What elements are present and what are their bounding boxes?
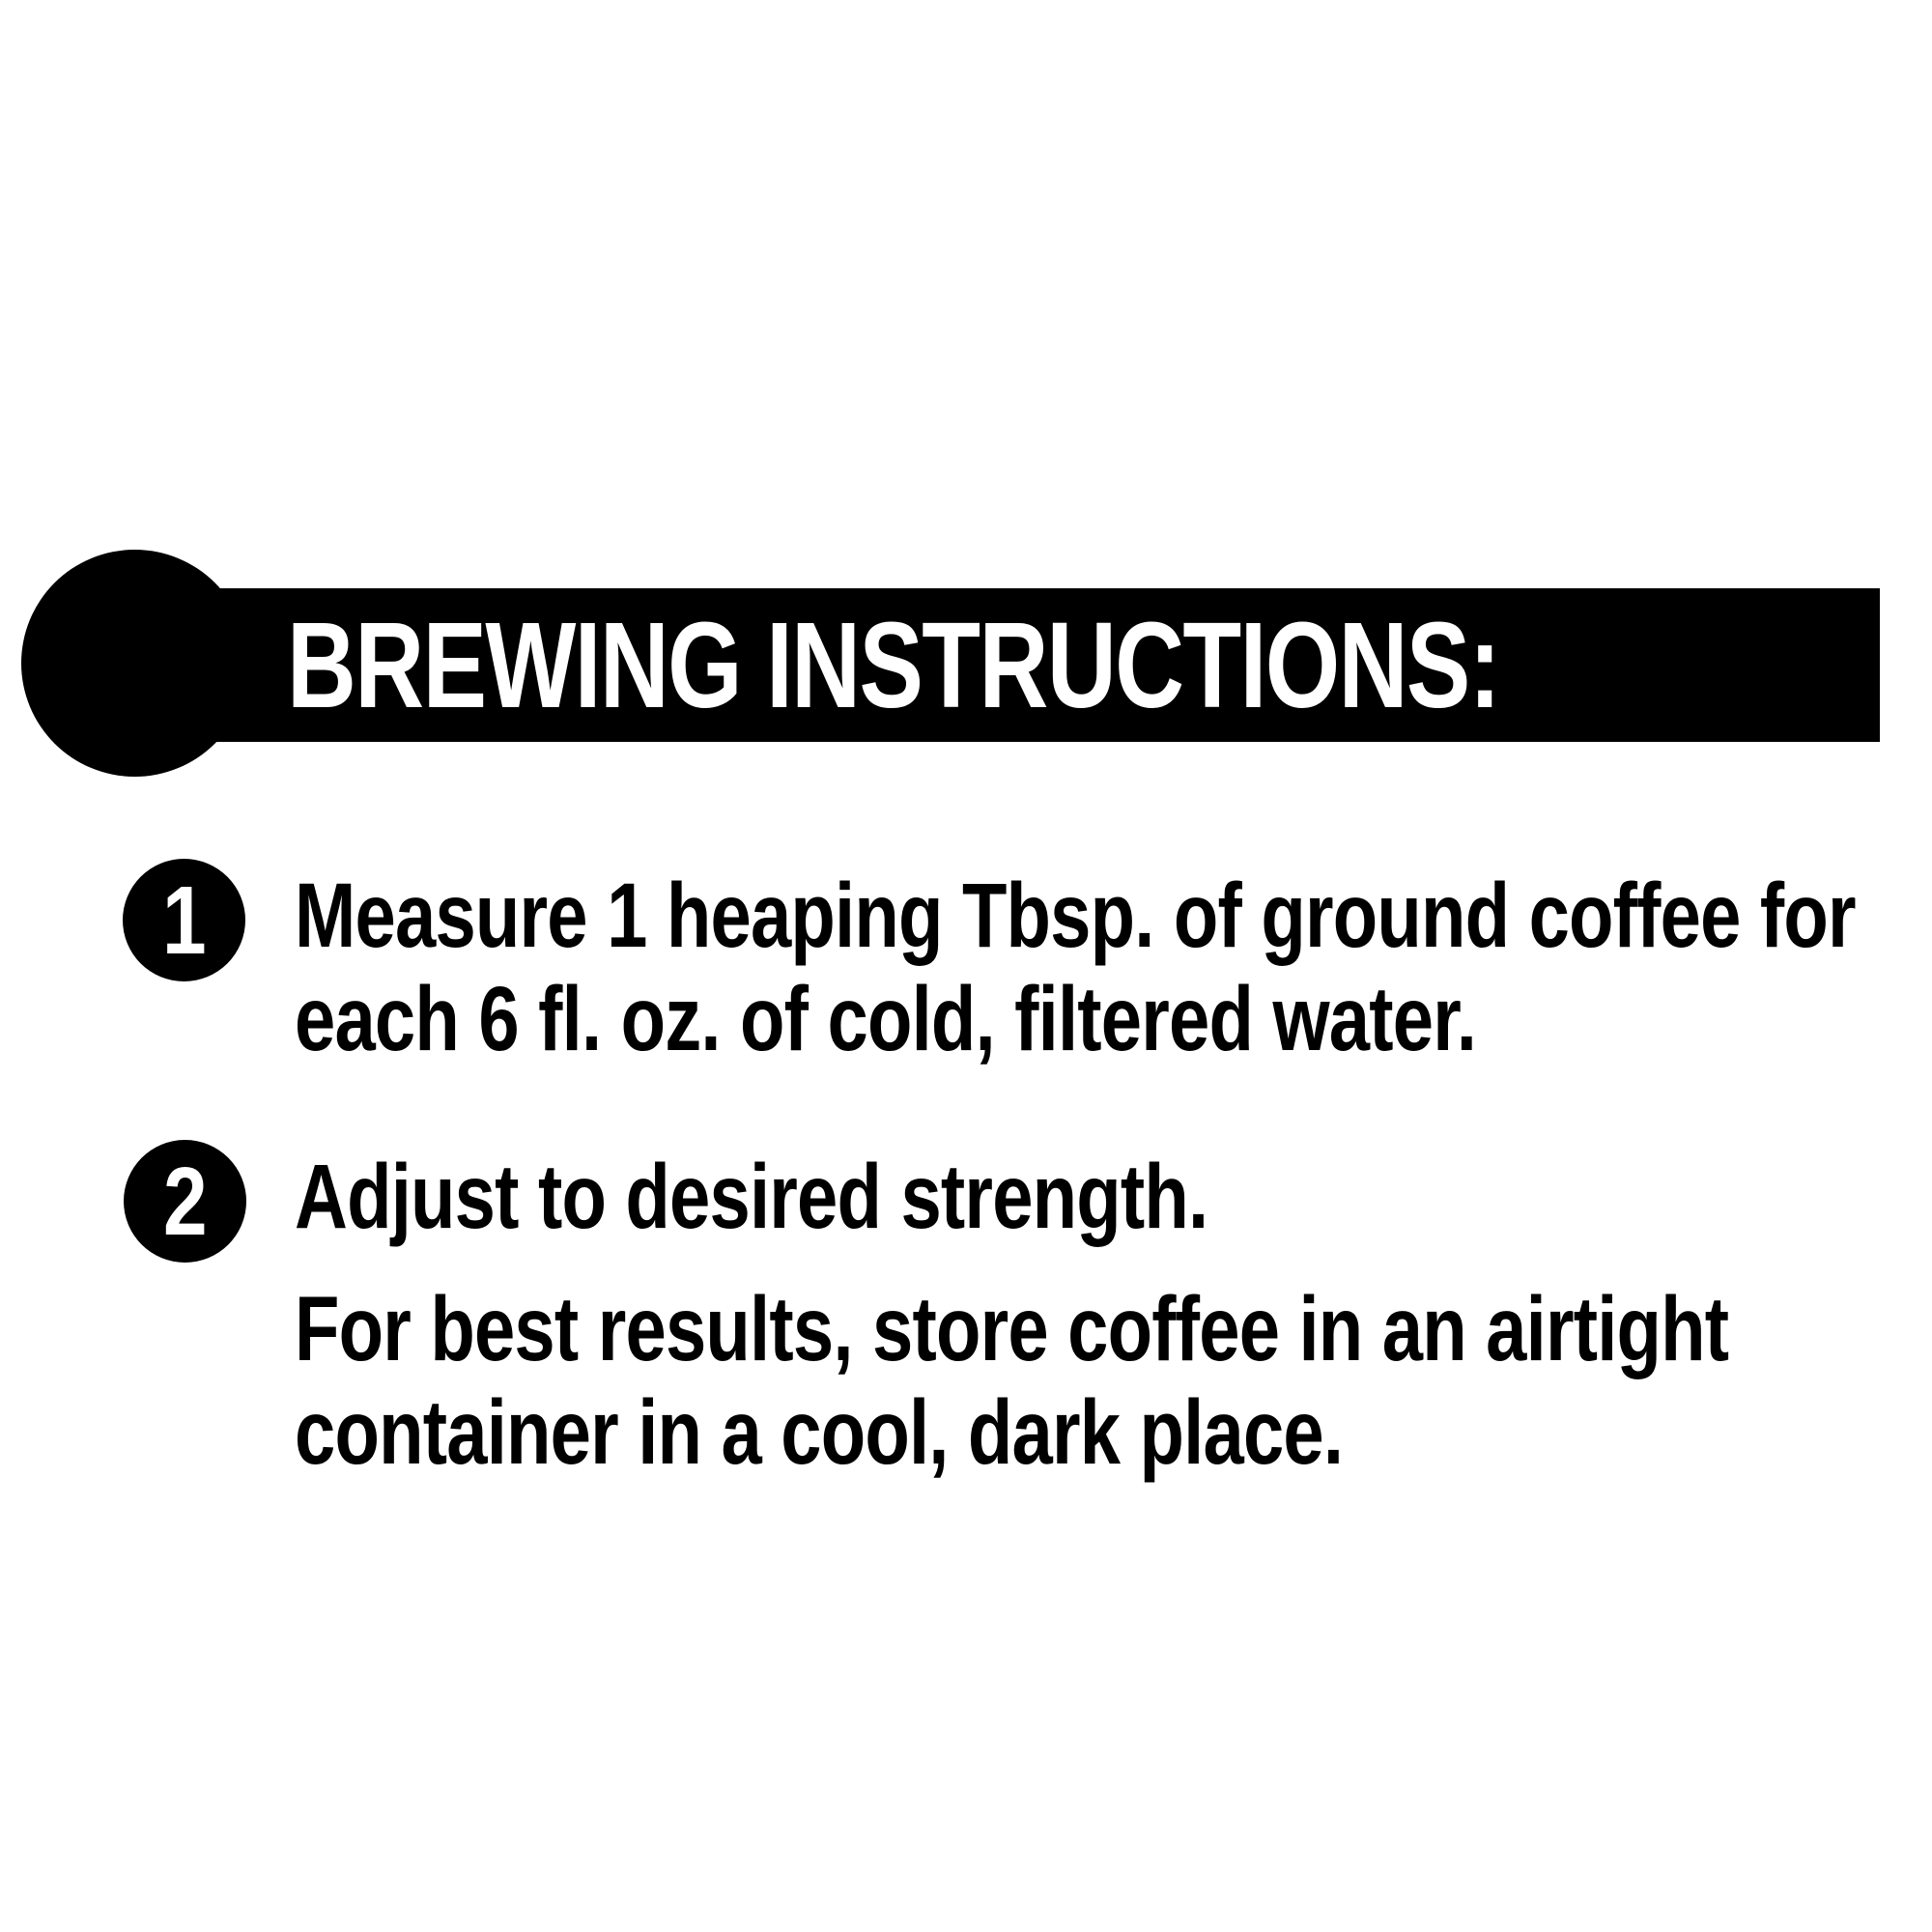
note-line-1: For best results, store coffee in an airtight <box>295 1278 1729 1380</box>
step-1-text <box>295 865 1856 1071</box>
step-1-line-1: Measure 1 heaping Tbsp. of ground coffee for <box>295 865 1856 967</box>
banner-icon-circle <box>21 550 248 777</box>
step-2-text <box>295 1146 1208 1249</box>
banner <box>287 588 1822 742</box>
step-2-line-1: Adjust to desired strength. <box>295 1146 1208 1248</box>
step-1-badge <box>123 859 245 981</box>
step-1-number: 1 <box>161 866 207 975</box>
storage-note <box>295 1278 1728 1485</box>
banner-title: BREWING INSTRUCTIONS: <box>287 597 1500 733</box>
step-2-number: 2 <box>162 1147 208 1256</box>
step-1-line-2: each 6 fl. oz. of cold, filtered water. <box>295 968 1477 1070</box>
step-2-badge <box>124 1140 246 1263</box>
note-line-2: container in a cool, dark place. <box>295 1381 1344 1484</box>
